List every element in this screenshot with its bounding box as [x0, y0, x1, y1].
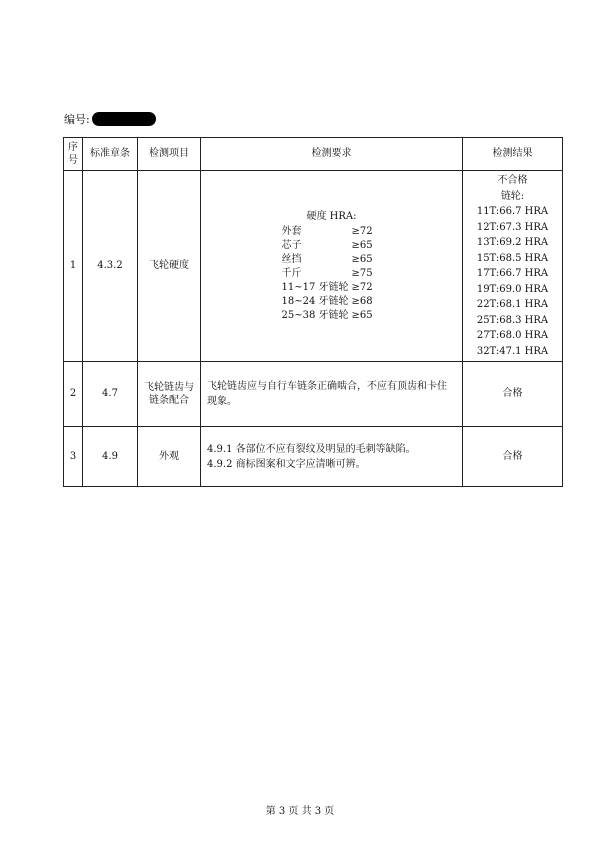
spec-part: 芯子 — [281, 239, 302, 251]
spec-row — [282, 281, 382, 295]
spec-value: ≥68 — [351, 295, 373, 307]
result-verdict: 不合格 — [497, 175, 528, 186]
spec-part: 外套 — [281, 225, 302, 237]
clause-cell: 4.7 — [83, 362, 138, 427]
clause-cell: 4.9 — [83, 427, 138, 487]
result-item: 11T:66.7 HRA — [476, 206, 549, 217]
table-row — [64, 362, 563, 427]
seq-cell: 2 — [64, 362, 83, 427]
spec-value: ≥72 — [351, 281, 373, 293]
requirement-line: 4.9.2 商标图案和文字应清晰可辨。 — [207, 458, 366, 470]
spec-part: 千斤 — [281, 267, 302, 279]
item-cell: 飞轮硬度 — [138, 171, 201, 362]
spec-part: 25~38 牙链轮 — [281, 309, 349, 321]
result-item: 32T:47.1 HRA — [476, 345, 549, 357]
spec-value: ≥72 — [351, 225, 373, 237]
spec-value: ≥65 — [351, 309, 373, 321]
result-label: 链轮: — [500, 190, 525, 202]
column-header-result: 检测结果 — [463, 138, 563, 171]
spec-value: ≥65 — [351, 253, 373, 265]
result-item: 15T:68.5 HRA — [476, 252, 549, 264]
seq-cell: 1 — [64, 171, 83, 362]
requirement-cell — [201, 171, 463, 362]
requirement-cell — [201, 427, 463, 487]
item-text: 飞轮链齿与链条配合 — [144, 381, 194, 406]
column-header-clause: 标准章条 — [83, 138, 138, 171]
spec-part: 11~17 牙链轮 — [281, 281, 349, 293]
document-number-label: 编号: — [64, 113, 90, 126]
spec-row — [282, 253, 382, 267]
result-cell: 合格 — [463, 427, 563, 487]
result-cell: 合格 — [463, 362, 563, 427]
table-row — [64, 171, 563, 362]
column-header-seq: 序号 — [64, 138, 83, 171]
inspection-table — [63, 137, 563, 487]
requirement-cell — [201, 362, 463, 427]
result-item: 13T:69.2 HRA — [476, 237, 549, 248]
spec-row — [282, 309, 382, 323]
spec-value: ≥75 — [351, 267, 373, 279]
seq-cell: 3 — [64, 427, 83, 487]
redacted-document-number — [92, 112, 156, 126]
page-footer: 第 3 页 共 3 页 — [265, 806, 335, 817]
result-item: 25T:68.3 HRA — [476, 314, 549, 326]
column-header-requirement: 检测要求 — [201, 138, 463, 171]
spec-row — [282, 225, 382, 239]
spec-part: 丝挡 — [281, 253, 302, 265]
item-cell — [138, 362, 201, 427]
hardness-results — [463, 171, 562, 361]
clause-cell: 4.3.2 — [83, 171, 138, 362]
spec-part: 18~24 牙链轮 — [281, 295, 349, 307]
result-item: 12T:67.3 HRA — [476, 221, 549, 233]
column-header-item: 检测项目 — [138, 138, 201, 171]
result-item: 27T:68.0 HRA — [476, 330, 549, 341]
spec-row — [282, 267, 382, 281]
result-item: 22T:68.1 HRA — [476, 299, 549, 310]
result-item: 19T:69.0 HRA — [476, 283, 549, 295]
hardness-requirements — [282, 210, 382, 323]
result-cell — [463, 171, 563, 362]
spec-row — [282, 295, 382, 309]
table-row — [64, 427, 563, 487]
document-number — [64, 111, 156, 127]
hardness-title: 硬度 HRA: — [306, 210, 357, 222]
item-cell: 外观 — [138, 427, 201, 487]
requirement-text: 飞轮链齿应与自行车链条正确啮合，不应有顶齿和卡住现象。 — [207, 381, 447, 407]
result-item: 17T:66.7 HRA — [476, 268, 549, 279]
spec-row — [282, 239, 382, 253]
requirement-text — [201, 442, 462, 472]
requirement-line: 4.9.1 各部位不应有裂纹及明显的毛刺等缺陷。 — [207, 443, 416, 455]
spec-value: ≥65 — [351, 239, 373, 251]
table-header-row — [64, 138, 563, 171]
